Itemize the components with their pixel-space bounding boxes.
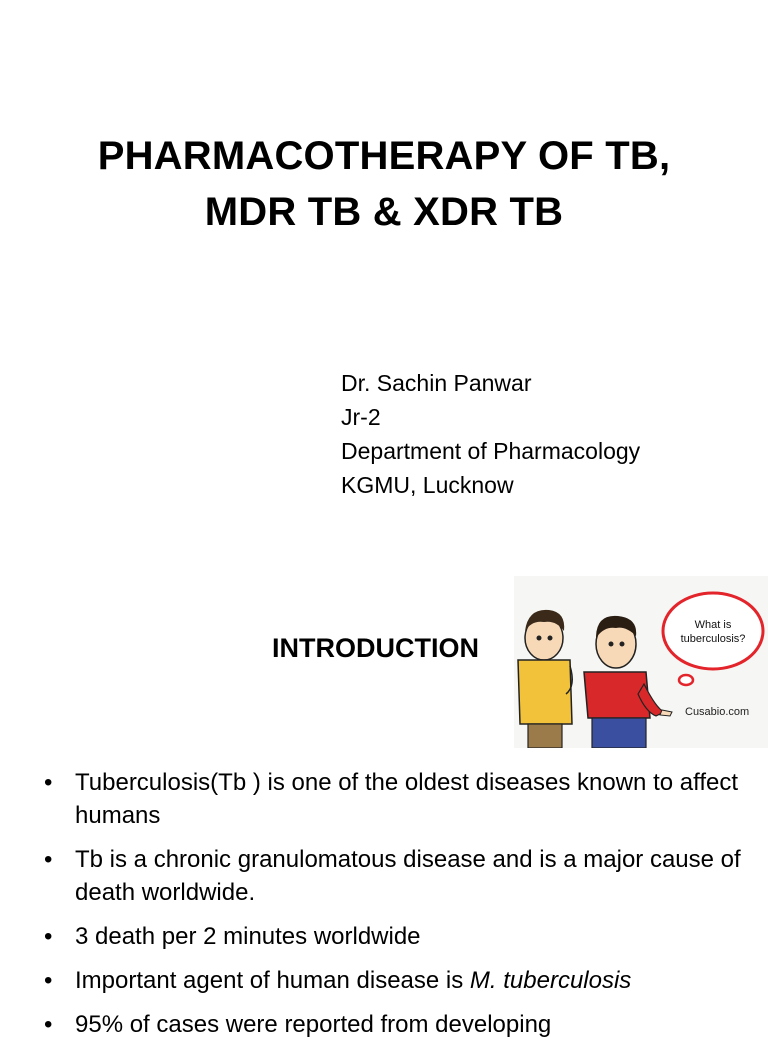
author-institution: KGMU, Lucknow xyxy=(341,472,514,498)
bullet-icon: • xyxy=(44,967,53,994)
bullet-item xyxy=(44,964,744,997)
bullet-item xyxy=(44,843,744,909)
image-credit: Cusabio.com xyxy=(685,706,750,718)
bullet-text: Tuberculosis(Tb ) is one of the oldest diseases known to affect humans xyxy=(75,769,739,829)
author-position: Jr-2 xyxy=(341,404,381,430)
bullet-item xyxy=(44,766,744,832)
author-department: Department of Pharmacology xyxy=(341,438,641,464)
person2-pants xyxy=(592,718,646,748)
title-line-2: MDR TB & XDR TB xyxy=(204,190,564,234)
bullet-text: 3 death per 2 minutes worldwide xyxy=(75,923,421,950)
person1-pants xyxy=(528,724,562,748)
bullet-item xyxy=(44,920,744,953)
bullet-icon: • xyxy=(44,1011,53,1038)
slide-title xyxy=(0,128,768,240)
introduction-slide xyxy=(0,572,768,1038)
bullet-list xyxy=(44,766,744,1052)
author-name: Dr. Sachin Panwar xyxy=(341,370,532,396)
bullet-icon: • xyxy=(44,769,53,796)
tuberculosis-cartoon xyxy=(514,576,768,748)
speech-bubble-text xyxy=(649,618,768,646)
bullet-icon: • xyxy=(44,923,53,950)
bullet-italic-term: M. tuberculosis xyxy=(469,967,632,994)
slide-heading: INTRODUCTION xyxy=(272,633,479,663)
bullet-icon: • xyxy=(44,846,53,873)
bullet-item xyxy=(44,1008,744,1041)
person1-shirt xyxy=(518,660,572,724)
author-block xyxy=(341,366,640,502)
bullet-text: 95% of cases were reported from developing xyxy=(75,1011,552,1038)
thought-dot xyxy=(679,675,693,685)
title-line-1: PHARMACOTHERAPY OF TB, xyxy=(97,134,671,178)
cartoon-drawing xyxy=(514,576,768,748)
bubble-line-1: What is xyxy=(694,619,732,631)
bullet-text: Tb is a chronic granulomatous disease and is a major cause of death worldwide. xyxy=(75,846,741,906)
bubble-line-2: tuberculosis? xyxy=(680,633,746,645)
bullet-text: Important agent of human disease is xyxy=(75,967,470,994)
